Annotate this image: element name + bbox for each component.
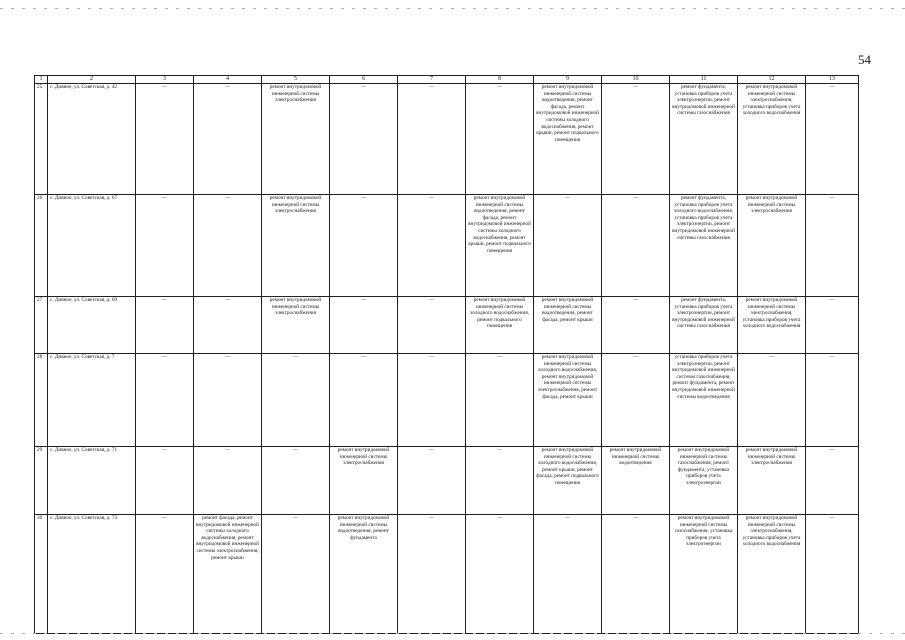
empty-dash: — (632, 297, 639, 303)
work-cell (136, 84, 194, 195)
work-cell (398, 354, 466, 447)
column-header: 2 (48, 76, 136, 84)
empty-dash: — (360, 297, 367, 303)
work-cell (806, 354, 859, 447)
empty-dash: — (161, 354, 168, 360)
work-cell (602, 84, 670, 195)
work-cell (136, 447, 194, 515)
cell-text: ремонт внутридомовой инженерной системы электроснабжения (745, 195, 798, 215)
work-cell (466, 297, 534, 354)
cell-text: ремонт внутридомовой инженерной системы холодного водоснабжения, ремонт подвального помещения (469, 297, 530, 330)
work-cell (262, 297, 330, 354)
empty-dash: — (292, 447, 299, 453)
work-cell (398, 195, 466, 297)
cell-text: с. Дивное, ул. Советская, д. 42 (50, 84, 118, 90)
row-number-cell (35, 195, 48, 297)
cell-text: 26 (37, 195, 43, 201)
document-sheet (34, 75, 856, 634)
row-number-cell (35, 447, 48, 515)
work-cell (262, 515, 330, 634)
work-cell (330, 354, 398, 447)
column-header: 8 (466, 76, 534, 84)
address-cell (48, 515, 136, 634)
work-cell (534, 515, 602, 634)
cell-text: ремонт внутридомовой инженерной системы водоотведения, ремонт фасада, ремонт внутридомовой инженерной системы холодного водоснабжения, ремонт крыши, ремонт подвального помещения (536, 84, 599, 143)
work-cell (136, 195, 194, 297)
table-row (35, 447, 859, 515)
work-cell (670, 84, 738, 195)
work-cell (806, 297, 859, 354)
work-cell (466, 515, 534, 634)
empty-dash: — (632, 515, 639, 521)
empty-dash: — (161, 297, 168, 303)
empty-dash: — (224, 354, 231, 360)
cell-text: ремонт внутридомовой инженерной системы холодного водоснабжения, ремонт внутридомовой инженерной системы электроснабжения, ремонт фасада, ремонт крыши (537, 354, 598, 400)
work-cell (136, 297, 194, 354)
empty-dash: — (161, 195, 168, 201)
cell-text: ремонт фундамента, установка приборов учета электроэнергии, ремонт внутридомовой инженерной системы газоснабжения (672, 297, 735, 330)
cell-text: с. Дивное, ул. Советская, д. 73 (50, 515, 118, 521)
table-row (35, 297, 859, 354)
work-cell (194, 195, 262, 297)
empty-dash: — (161, 447, 168, 453)
cell-text: установка приборов учета электроэнергии, ремонт внутридомовой инженерной системы газоснабжения, ремонт фундамента, ремонт внутридомовой инженерной системы водоотведения (672, 354, 735, 400)
work-cell (262, 84, 330, 195)
cell-text: с. Дивное, ул. Советская, д. 67 (50, 195, 118, 201)
column-header: 13 (806, 76, 859, 84)
cell-text: ремонт внутридомовой инженерной системы электроснабжения, установка приборов учета холодного водоснабжения (742, 84, 801, 117)
empty-dash: — (428, 447, 435, 453)
empty-dash: — (428, 297, 435, 303)
cell-text: ремонт внутридомовой инженерной системы электроснабжения (269, 297, 322, 317)
cell-text: с. Дивное, ул. Советская, д. 71 (50, 447, 118, 453)
empty-dash: — (360, 84, 367, 90)
scan-bottom-edge (0, 633, 905, 634)
table-row (35, 195, 859, 297)
empty-dash: — (428, 195, 435, 201)
work-cell (670, 354, 738, 447)
empty-dash: — (428, 84, 435, 90)
empty-dash: — (564, 195, 571, 201)
empty-dash: — (632, 195, 639, 201)
empty-dash: — (224, 84, 231, 90)
work-cell (738, 354, 806, 447)
work-cell (738, 515, 806, 634)
empty-dash: — (360, 354, 367, 360)
scan-top-edge (0, 8, 905, 9)
work-cell (738, 84, 806, 195)
work-cell (670, 195, 738, 297)
cell-text: ремонт внутридомовой инженерной системы электроснабжения, установка приборов учета холодного водоснабжения (742, 297, 801, 330)
cell-text: ремонт внутридомовой инженерной системы водоотведения, ремонт фасада, ремонт крыши (541, 297, 594, 323)
work-cell (466, 447, 534, 515)
cell-text: ремонт внутридомовой инженерной системы электроснабжения (269, 84, 322, 104)
work-cell (330, 297, 398, 354)
cell-text: ремонт внутридомовой инженерной системы электроснабжения (269, 195, 322, 215)
column-header: 12 (738, 76, 806, 84)
work-cell (330, 195, 398, 297)
empty-dash: — (224, 447, 231, 453)
work-cell (398, 297, 466, 354)
empty-dash: — (829, 84, 835, 90)
work-cell (262, 447, 330, 515)
work-cell (670, 515, 738, 634)
empty-dash: — (829, 515, 835, 521)
work-cell (398, 84, 466, 195)
cell-text: ремонт внутридомовой инженерной системы газоснабжения, установка приборов учета электроэнергии (674, 515, 733, 548)
empty-dash: — (496, 447, 503, 453)
empty-dash: — (360, 195, 367, 201)
empty-dash: — (496, 84, 503, 90)
cell-text: с. Дивное, ул. Советская, д. 69 (50, 297, 118, 303)
work-cell (738, 195, 806, 297)
work-cell (602, 297, 670, 354)
column-header: 9 (534, 76, 602, 84)
table-row (35, 515, 859, 634)
address-cell (48, 354, 136, 447)
work-cell (136, 515, 194, 634)
row-number-cell (35, 354, 48, 447)
page-number: 54 (858, 52, 871, 67)
work-cell (602, 447, 670, 515)
work-cell (806, 447, 859, 515)
column-header: 10 (602, 76, 670, 84)
work-cell (738, 297, 806, 354)
column-header: 11 (670, 76, 738, 84)
work-cell (534, 297, 602, 354)
empty-dash: — (829, 297, 835, 303)
work-cell (330, 447, 398, 515)
work-cell (194, 84, 262, 195)
column-header: 3 (136, 76, 194, 84)
empty-dash: — (496, 354, 503, 360)
empty-dash: — (632, 84, 639, 90)
cell-text: ремонт внутридомовой инженерной системы газоснабжения, ремонт фундамента, установка приборов учета электроэнергии (677, 447, 730, 486)
column-header: 7 (398, 76, 466, 84)
cell-text: с. Дивное, ул. Советская, д. 7 (50, 354, 115, 360)
cell-text: 29 (37, 447, 43, 453)
table-header-row (35, 76, 859, 84)
cell-text: ремонт внутридомовой инженерной системы водоотведения (609, 447, 662, 467)
work-cell (330, 515, 398, 634)
work-cell (806, 515, 859, 634)
work-cell (398, 447, 466, 515)
work-cell (466, 195, 534, 297)
cell-text: 27 (37, 297, 43, 303)
table-row (35, 354, 859, 447)
empty-dash: — (428, 354, 435, 360)
cell-text: ремонт внутридомовой инженерной системы электроснабжения (337, 447, 390, 467)
cell-text: 28 (37, 354, 43, 360)
empty-dash: — (829, 195, 835, 201)
cell-text: ремонт фасада, ремонт внутридомовой инженерной системы холодного водоснабжения, ремонт внутридомовой инженерной системы электроснабжения, ремонт крыши (196, 515, 259, 561)
cell-text: 25 (37, 84, 43, 90)
row-number-cell (35, 515, 48, 634)
address-cell (48, 84, 136, 195)
empty-dash: — (632, 354, 639, 360)
work-cell (534, 195, 602, 297)
work-cell (262, 195, 330, 297)
work-cell (806, 84, 859, 195)
empty-dash: — (829, 447, 835, 453)
work-cell (534, 354, 602, 447)
cell-text: 30 (37, 515, 43, 521)
empty-dash: — (564, 515, 571, 521)
empty-dash: — (224, 195, 231, 201)
work-cell (194, 297, 262, 354)
work-cell (534, 447, 602, 515)
repair-schedule-table (34, 75, 859, 634)
work-cell (136, 354, 194, 447)
column-header: 5 (262, 76, 330, 84)
cell-text: ремонт внутридомовой инженерной системы электроснабжения (745, 447, 798, 467)
cell-text: ремонт внутридомовой инженерной системы водоотведения, ремонт фундамента (337, 515, 390, 541)
work-cell (466, 354, 534, 447)
row-number-cell (35, 84, 48, 195)
work-cell (194, 515, 262, 634)
empty-dash: — (428, 515, 435, 521)
column-header: 4 (194, 76, 262, 84)
work-cell (602, 354, 670, 447)
row-number-cell (35, 297, 48, 354)
empty-dash: — (161, 84, 168, 90)
work-cell (262, 354, 330, 447)
cell-text: ремонт внутридомовой инженерной системы электроснабжения, установка приборов учета холодного водоснабжения (742, 515, 801, 548)
address-cell (48, 447, 136, 515)
work-cell (534, 84, 602, 195)
address-cell (48, 195, 136, 297)
address-cell (48, 297, 136, 354)
work-cell (398, 515, 466, 634)
work-cell (194, 354, 262, 447)
empty-dash: — (161, 515, 168, 521)
empty-dash: — (224, 297, 231, 303)
work-cell (670, 297, 738, 354)
empty-dash: — (768, 354, 775, 360)
empty-dash: — (292, 515, 299, 521)
column-header: 6 (330, 76, 398, 84)
empty-dash: — (829, 354, 835, 360)
work-cell (466, 84, 534, 195)
cell-text: ремонт внутридомовой инженерной системы холодного водоснабжения, ремонт крыши, ремонт фасада, ремонт подвального помещения (536, 447, 599, 486)
cell-text: ремонт фундамента, установка приборов учета электроэнергии, ремонт внутридомовой инженерной системы газоснабжения (672, 84, 735, 117)
work-cell (670, 447, 738, 515)
work-cell (602, 515, 670, 634)
work-cell (738, 447, 806, 515)
cell-text: ремонт внутридомовой инженерной системы водоотведения, ремонт фасада, ремонт внутридомовой инженерной системы холодного водоснабжения, ремонт крыши, ремонт подвального помещения (468, 195, 531, 254)
work-cell (330, 84, 398, 195)
cell-text: ремонт фундамента, установка приборов учета холодного водоснабжения, установка приборов учета электроэнергии, ремонт внутридомовой инженерной системы газоснабжения (672, 195, 735, 241)
work-cell (806, 195, 859, 297)
table-row (35, 84, 859, 195)
work-cell (194, 447, 262, 515)
empty-dash: — (496, 515, 503, 521)
work-cell (602, 195, 670, 297)
empty-dash: — (292, 354, 299, 360)
column-header: 1 (35, 76, 48, 84)
table-body (35, 76, 859, 634)
